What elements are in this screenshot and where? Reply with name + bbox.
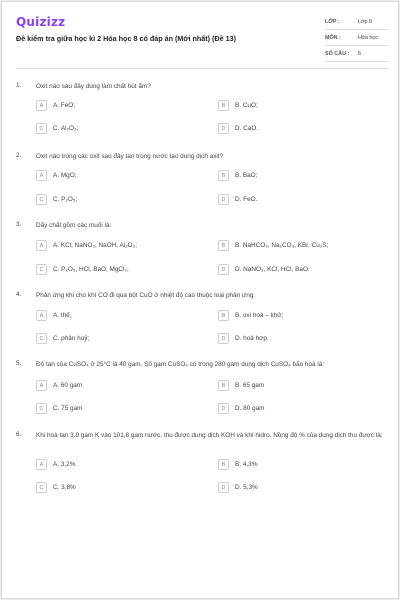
worksheet-page xyxy=(1,1,399,599)
option-text: A. thế; xyxy=(53,312,72,319)
option-text: D. CaO. xyxy=(235,125,259,132)
option-c[interactable] xyxy=(36,123,78,134)
option-text: B. CuO; xyxy=(235,102,258,109)
option-letter: B xyxy=(218,100,229,111)
option-letter: C xyxy=(36,482,47,493)
meta-key: MÔN : xyxy=(325,34,341,41)
option-letter: D xyxy=(218,482,229,493)
option-a[interactable] xyxy=(36,310,71,321)
meta-value: 6 xyxy=(358,50,361,57)
option-letter: C xyxy=(36,264,47,275)
quizizz-logo: Quizizz xyxy=(16,15,66,29)
option-letter: C xyxy=(36,123,47,134)
option-text: D. NaNO₃, KCl, HCl, BaO. xyxy=(235,266,310,273)
option-text: A. 60 gam xyxy=(53,382,83,389)
option-letter: A xyxy=(36,170,47,181)
option-a[interactable] xyxy=(36,170,76,181)
option-letter: B xyxy=(218,380,229,391)
question-text: Dãy chất gồm các muối là: xyxy=(36,222,112,229)
question-text: Phản ứng khi cho khí CO đi qua bột CuO ở nhiệt độ cao thuộc loại phản ứng: xyxy=(36,292,256,299)
option-letter: D xyxy=(218,194,229,205)
option-letter: A xyxy=(36,100,47,111)
option-text: B. 65 gam xyxy=(235,382,265,389)
option-letter: A xyxy=(36,459,47,470)
option-c[interactable] xyxy=(36,333,89,344)
question-number: 6. xyxy=(16,431,22,438)
option-letter: D xyxy=(218,333,229,344)
option-text: D. FeO. xyxy=(235,196,258,203)
meta-row-class xyxy=(325,14,388,30)
option-d[interactable] xyxy=(218,482,258,493)
option-letter: D xyxy=(218,264,229,275)
option-text: D. 80 gam xyxy=(235,405,265,412)
option-b[interactable] xyxy=(218,170,257,181)
option-c[interactable] xyxy=(36,264,129,275)
option-text: A. FeO; xyxy=(53,102,76,109)
option-text: C. P₂O₅, HCl, BaO, MgCl₂; xyxy=(53,266,129,273)
question-number: 4. xyxy=(16,291,22,298)
option-a[interactable] xyxy=(36,100,75,111)
meta-value: Lớp 8 xyxy=(358,18,373,25)
option-c[interactable] xyxy=(36,194,77,205)
option-letter: B xyxy=(218,170,229,181)
option-text: A. KCl, NaNO₃, NaOH, Al₂O₃; xyxy=(53,242,138,249)
option-d[interactable] xyxy=(218,333,269,344)
option-letter: C xyxy=(36,194,47,205)
question-number: 3. xyxy=(16,221,22,228)
option-text: B. oxi hoá – khử; xyxy=(235,312,284,319)
option-a[interactable] xyxy=(36,240,137,251)
option-letter: B xyxy=(218,459,229,470)
option-c[interactable] xyxy=(36,403,82,414)
option-letter: C xyxy=(36,333,47,344)
question-text: Oxit nào trong các oxit sau đây tan trong nước tạo dung dịch axit? xyxy=(36,153,224,160)
question-text: Oxit nào sau đây dùng làm chất hút ẩm? xyxy=(36,83,151,90)
option-text: B. 4,3% xyxy=(235,461,258,468)
header-divider xyxy=(16,68,388,69)
option-letter: C xyxy=(36,403,47,414)
question-number: 2. xyxy=(16,152,22,159)
option-d[interactable] xyxy=(218,194,257,205)
option-b[interactable] xyxy=(218,240,328,251)
worksheet-meta xyxy=(325,14,388,62)
option-d[interactable] xyxy=(218,264,310,275)
option-text: C. 3,8% xyxy=(53,484,76,491)
option-a[interactable] xyxy=(36,459,75,470)
meta-value: Hóa học xyxy=(358,34,379,41)
option-text: B. NaHCO₃, Na₂CO₃, KBr, Cu₂S; xyxy=(235,242,329,249)
option-text: C. 75 gam xyxy=(53,405,83,412)
option-d[interactable] xyxy=(218,403,264,414)
question-number: 1. xyxy=(16,82,22,89)
option-b[interactable] xyxy=(218,380,264,391)
option-a[interactable] xyxy=(36,380,82,391)
question-number: 5. xyxy=(16,360,22,367)
option-text: C. phân huỷ; xyxy=(53,335,90,342)
option-letter: D xyxy=(218,123,229,134)
option-d[interactable] xyxy=(218,123,258,134)
option-b[interactable] xyxy=(218,100,258,111)
option-text: D. hoá hợp. xyxy=(235,335,269,342)
option-b[interactable] xyxy=(218,310,283,321)
meta-key: LỚP : xyxy=(325,18,340,25)
question-text: Khi hoà tan 3,9 gam K vào 101,8 gam nước, thu được dung dịch KOH và khí hidro. Nồng độ % của dung dịch thu được là: xyxy=(36,432,383,439)
meta-row-subject xyxy=(325,30,388,46)
option-text: C. Al₂O₃; xyxy=(53,125,79,132)
option-letter: D xyxy=(218,403,229,414)
option-text: B. BaO; xyxy=(235,172,258,179)
option-c[interactable] xyxy=(36,482,76,493)
question-text: Độ tan của CuSO₄ ở 25°C là 40 gam. Số gam CuSO₄ có trong 280 gam dung dịch CuSO₄ bão hoà là: xyxy=(36,361,325,368)
option-letter: B xyxy=(218,310,229,321)
option-text: D. 5,3% xyxy=(235,484,258,491)
option-letter: B xyxy=(218,240,229,251)
option-text: A. MgO; xyxy=(53,172,77,179)
option-b[interactable] xyxy=(218,459,257,470)
page-title: Đề kiểm tra giữa học kì 2 Hóa học 8 có đáp án (Mới nhất) (Đề 13) xyxy=(16,34,236,43)
meta-row-count xyxy=(325,46,388,62)
meta-key: SỐ CÂU : xyxy=(325,50,350,57)
option-letter: A xyxy=(36,380,47,391)
option-text: A. 3,2% xyxy=(53,461,76,468)
option-text: C. P₂O₅; xyxy=(53,196,78,203)
option-letter: A xyxy=(36,240,47,251)
option-letter: A xyxy=(36,310,47,321)
